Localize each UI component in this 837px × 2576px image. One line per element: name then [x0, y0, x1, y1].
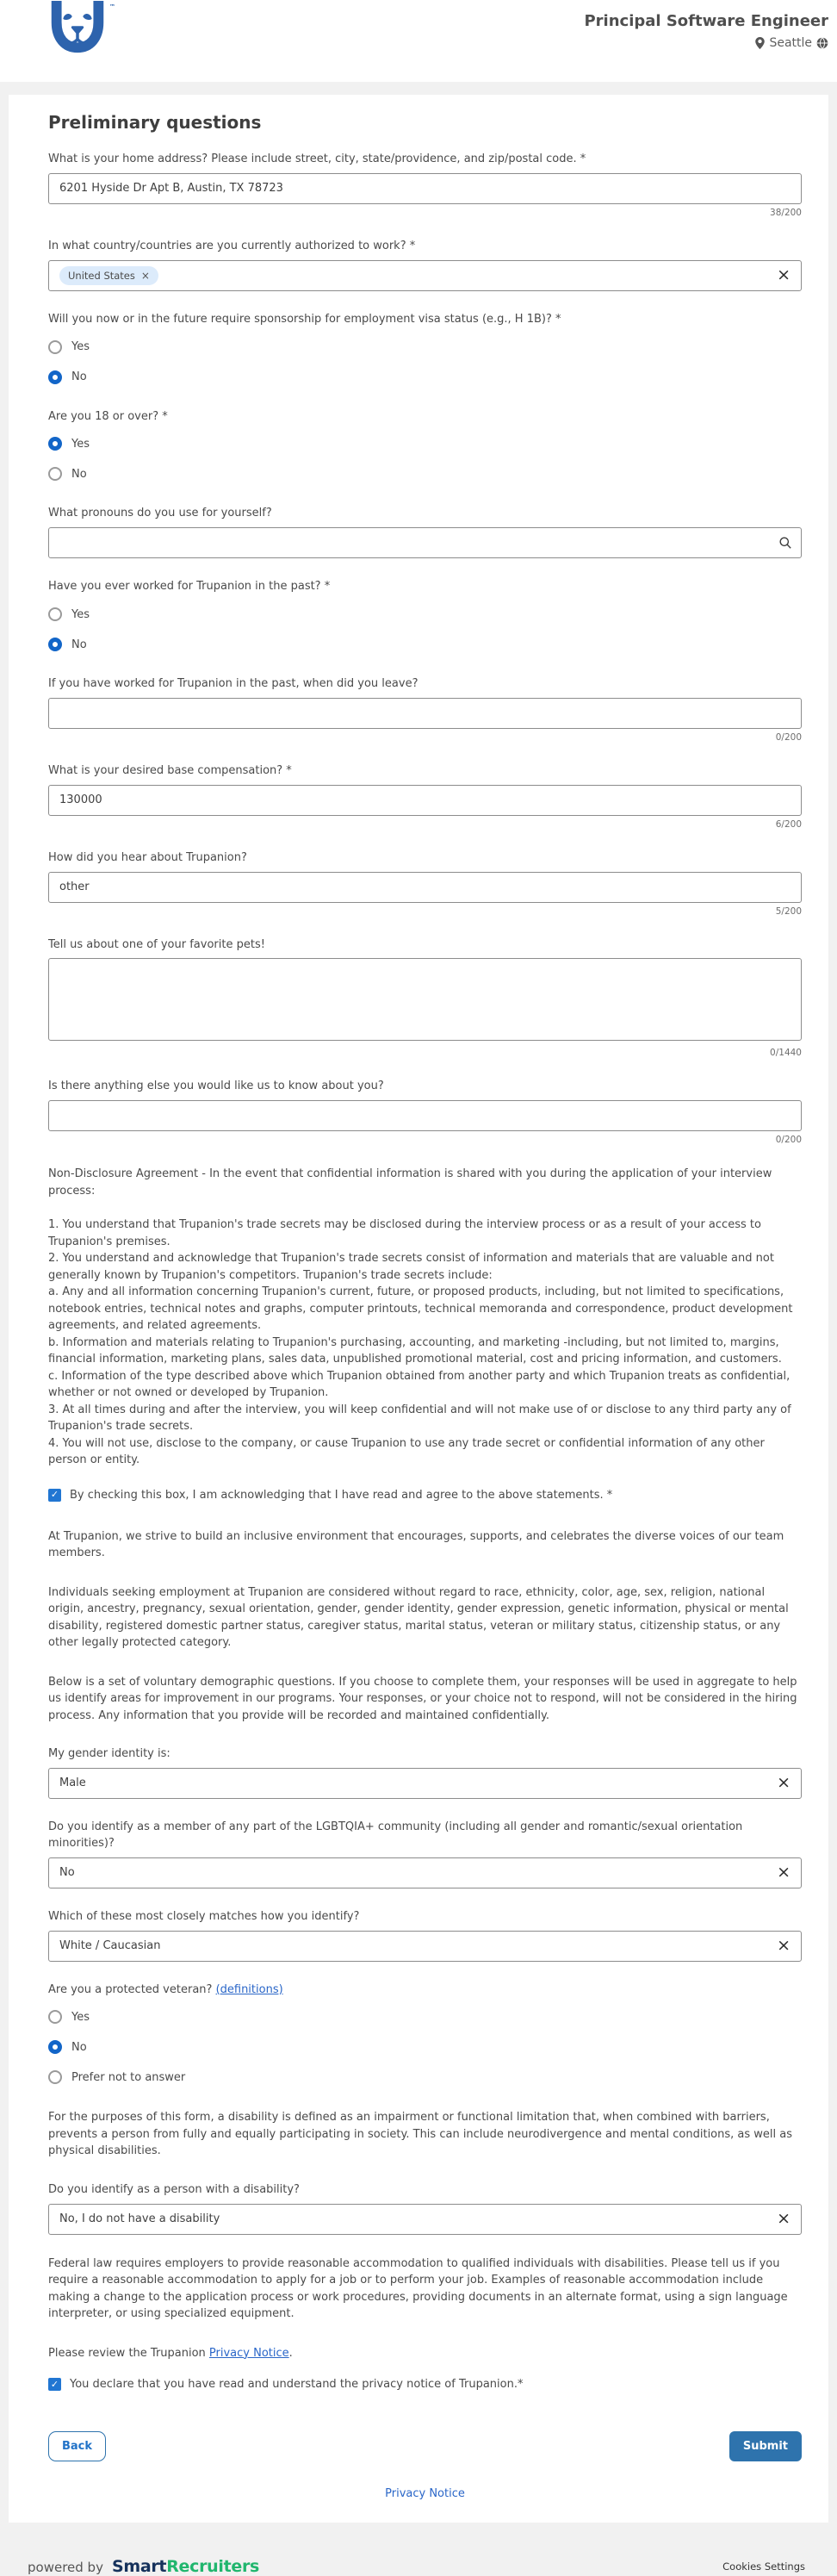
radio-label: Prefer not to answer — [71, 2070, 186, 2084]
nda-item: 2. You understand and acknowledge that Trupanion's trade secrets consist of information and materials that are valuable and not generally known by Trupanion's competitors. Trupanion's trade secrets include: — [48, 1252, 774, 1282]
char-counter: 0/1440 — [770, 1048, 802, 1059]
search-icon — [778, 536, 792, 550]
question-label: Is there anything else you would like us to know about you? — [48, 1080, 384, 1093]
submit-button[interactable]: Submit — [729, 2431, 802, 2461]
hear-about-input[interactable] — [48, 872, 802, 903]
selected-value: No, I do not have a disability — [59, 2212, 220, 2226]
privacy-notice-link[interactable]: Privacy Notice — [208, 2346, 289, 2360]
location-pin-icon — [755, 37, 765, 49]
char-counter: 5/200 — [775, 905, 802, 917]
chip-remove-icon[interactable]: × — [140, 269, 150, 282]
question-worked-before — [48, 579, 802, 656]
worked-before-yes-radio[interactable] — [48, 607, 62, 621]
radio-option-row — [48, 463, 802, 485]
powered-by-text: powered by — [28, 2560, 103, 2576]
age18-yes-radio[interactable] — [48, 437, 62, 451]
char-counter: 0/200 — [775, 1135, 802, 1146]
accommodation-paragraph: Federal law requires employers to provide reasonable accommodation to qualified individuals with disabilities. Please tell us if you require a reasonable accommodation to apply for a job or to perform your job. Examples of reasonable accommodation include making a change to the application process or work procedures, providing documents in an alternate format, using a sign language interpreter, or using specialized equipment. — [48, 2256, 788, 2321]
job-header — [584, 12, 828, 50]
char-counter: 38/200 — [770, 207, 802, 218]
question-label: Tell us about one of your favorite pets! — [48, 937, 265, 951]
globe-icon[interactable] — [816, 37, 828, 49]
pronouns-search-input[interactable] — [48, 527, 802, 558]
question-label — [48, 1982, 802, 1999]
selected-value: White / Caucasian — [59, 1939, 161, 1952]
powered-by-block — [28, 2557, 259, 2576]
sponsorship-yes-radio[interactable] — [48, 340, 62, 354]
question-label: What is your home address? Please include street, city, state/providence, and zip/postal code. * — [48, 152, 586, 165]
clear-field-icon[interactable]: × — [777, 2209, 790, 2229]
question-lgbtqia — [48, 1820, 802, 1888]
radio-label: No — [71, 638, 87, 651]
page-header — [0, 0, 837, 82]
question-country-authorized — [48, 239, 802, 291]
radio-option-row — [48, 336, 802, 358]
privacy-review-text: Please review the Trupanion — [48, 2346, 209, 2360]
veteran-no-radio[interactable] — [48, 2040, 62, 2054]
privacy-review-suffix: . — [288, 2346, 293, 2360]
country-chip-label: United States — [68, 269, 135, 282]
radio-option-row — [48, 2066, 802, 2088]
question-label: In what country/countries are you currently authorized to work? * — [48, 239, 416, 252]
gender-identity-select[interactable] — [48, 1768, 802, 1799]
nda-acknowledge-row — [48, 1488, 802, 1504]
job-location: Seattle — [769, 36, 812, 50]
application-form-card — [9, 95, 828, 2523]
question-label: What is your desired base compensation? * — [48, 763, 292, 777]
question-label: Do you identify as a person with a disability? — [48, 2182, 300, 2196]
char-counter: 6/200 — [775, 818, 802, 830]
question-label: If you have worked for Trupanion in the past, when did you leave? — [48, 677, 418, 691]
diversity-paragraph: Individuals seeking employment at Trupanion are considered without regard to race, ethnicity, color, age, sex, religion, national origin, ancestry, pregnancy, sexual orientation, gender, gender identity, gender expression, genetic information, physical or mental disability, registered domestic partner status, caregiver status, marital status, veteran or military status, citizenship status, or any other legally protected category. — [48, 1585, 789, 1650]
question-label: What pronouns do you use for yourself? — [48, 507, 272, 520]
page-footer — [0, 2523, 837, 2576]
favorite-pets-textarea[interactable] — [48, 958, 802, 1041]
question-disability — [48, 2182, 802, 2235]
definitions-link[interactable]: (definitions) — [215, 1982, 283, 1996]
nda-item: b. Information and materials relating to Trupanion's purchasing, accounting, and marketing -including, but not limited to, margins, financial information, marketing plans, sales data, unpublished promotional material, cost and pricing information, and customers. — [48, 1335, 782, 1366]
nda-item: a. Any and all information concerning Trupanion's current, future, or proposed products, including, but not limited to specifications, notebook entries, technical notes and graphs, computer printouts, technical memoranda and correspondence, product development agreements, and related agreements. — [48, 1285, 793, 1333]
nda-item: 1. You understand that Trupanion's trade secrets may be disclosed during the interview process or as a result of your access to Trupanion's premises. — [48, 1218, 761, 1248]
question-label: My gender identity is: — [48, 1747, 170, 1761]
radio-label: Yes — [71, 2010, 90, 2024]
clear-field-icon[interactable]: × — [777, 1863, 790, 1882]
trademark-symbol: ™ — [109, 3, 115, 10]
question-label: How did you hear about Trupanion? — [48, 850, 247, 864]
veteran-prefer-not-radio[interactable] — [48, 2070, 62, 2084]
radio-option-row — [48, 2006, 802, 2028]
anything-else-input[interactable] — [48, 1100, 802, 1131]
question-label: Do you identify as a member of any part of the LGBTQIA+ community (including all gender and romantic/sexual orientation minorities)? — [48, 1820, 743, 1850]
radio-option-row — [48, 432, 802, 455]
radio-label: Yes — [71, 607, 90, 621]
home-address-input[interactable] — [48, 173, 802, 204]
clear-field-icon[interactable]: × — [777, 1773, 790, 1793]
question-label: Have you ever worked for Trupanion in the past? * — [48, 580, 331, 594]
lgbtqia-select[interactable] — [48, 1857, 802, 1888]
radio-option-row — [48, 366, 802, 389]
question-anything-else — [48, 1079, 802, 1145]
radio-option-row — [48, 2036, 802, 2058]
question-veteran — [48, 1982, 802, 2089]
back-button[interactable]: Back — [48, 2431, 106, 2461]
form-actions — [48, 2431, 802, 2461]
radio-label: No — [71, 467, 87, 481]
question-sponsorship — [48, 312, 802, 389]
identify-match-select[interactable] — [48, 1931, 802, 1962]
disability-definition: For the purposes of this form, a disability is defined as an impairment or functional limitation that, when combined with barriers, prevents a person from fully and equally participating in society. This can include neurodivergence and mental conditions, as well as physical disabilities. — [48, 2111, 793, 2158]
page-title: Preliminary questions — [48, 112, 262, 133]
question-label: Will you now or in the future require sponsorship for employment visa status (e.g., H 1B)? * — [48, 312, 561, 326]
radio-option-row — [48, 603, 802, 625]
disability-select[interactable] — [48, 2204, 802, 2235]
question-label: Are you 18 or over? * — [48, 409, 168, 423]
nda-terms — [48, 1216, 802, 1469]
nda-acknowledge-checkbox[interactable]: ✓ — [48, 1489, 61, 1502]
footer-privacy-link-wrap — [48, 2487, 802, 2500]
privacy-declare-label: You declare that you have read and understand the privacy notice of Trupanion.* — [70, 2378, 524, 2392]
compensation-input[interactable] — [48, 785, 802, 816]
brand-smart: Smart — [111, 2557, 167, 2576]
radio-label: No — [71, 2040, 87, 2054]
job-location-row — [584, 36, 828, 50]
sponsorship-no-radio[interactable] — [48, 370, 62, 384]
brand-recruiters: Recruiters — [166, 2557, 260, 2576]
nda-acknowledge-label: By checking this box, I am acknowledging that I have read and agree to the above statements. * — [70, 1488, 613, 1502]
radio-label: Yes — [71, 340, 90, 354]
job-title: Principal Software Engineer — [584, 12, 828, 30]
privacy-notice-footer-link[interactable]: Privacy Notice — [385, 2487, 465, 2501]
clear-field-icon[interactable]: × — [777, 1936, 790, 1955]
question-label: Which of these most closely matches how you identify? — [48, 1909, 360, 1923]
selected-value: No — [59, 1866, 75, 1880]
veteran-label-text: Are you a protected veteran? — [48, 1982, 216, 1996]
country-multiselect-field[interactable] — [48, 260, 802, 291]
char-counter: 0/200 — [775, 731, 802, 743]
when-leave-input[interactable] — [48, 698, 802, 729]
diversity-paragraph: Below is a set of voluntary demographic questions. If you choose to complete them, your responses will be used in aggregate to help us identify areas for improvement in our programs. Your responses, or your choice not to respond, will not be considered in the hiring process. Any information that you provide will be recorded and maintained confidentially. — [48, 1675, 797, 1722]
question-age18 — [48, 409, 802, 486]
clear-field-icon[interactable]: × — [777, 265, 790, 285]
question-home-address — [48, 152, 802, 218]
age18-no-radio[interactable] — [48, 467, 62, 481]
question-pronouns — [48, 506, 802, 558]
smartrecruiters-logo[interactable] — [112, 2557, 259, 2576]
privacy-declare-checkbox[interactable]: ✓ — [48, 2378, 61, 2391]
trupanion-dog-logo-icon — [47, 1, 108, 56]
veteran-yes-radio[interactable] — [48, 2010, 62, 2024]
question-hear-about — [48, 850, 802, 917]
nda-item: c. Information of the type described above which Trupanion obtained from another party and which Trupanion treats as confidential, whether or not owned or developed by Trupanion. — [48, 1369, 790, 1400]
selected-value: Male — [59, 1776, 86, 1790]
radio-label: Yes — [71, 437, 90, 451]
radio-label: No — [71, 370, 87, 384]
worked-before-no-radio[interactable] — [48, 638, 62, 651]
cookies-settings-button[interactable]: Cookies Settings — [722, 2560, 805, 2573]
question-compensation — [48, 763, 802, 830]
question-identify-match — [48, 1909, 802, 1962]
nda-item: 3. At all times during and after the interview, you will keep confidential and will not make use of or disclose to any third party any of Trupanion's trade secrets. — [48, 1403, 791, 1434]
nda-item: 4. You will not use, disclose to the company, or cause Trupanion to use any trade secret or confidential information of any other person or entity. — [48, 1436, 765, 1467]
pronouns-search-wrap — [48, 527, 802, 558]
question-when-leave — [48, 676, 802, 743]
diversity-paragraph: At Trupanion, we strive to build an inclusive environment that encourages, supports, and celebrates the diverse voices of our team members. — [48, 1529, 784, 1560]
privacy-declare-row — [48, 2377, 802, 2393]
question-favorite-pets — [48, 937, 802, 1059]
country-chip — [59, 266, 158, 285]
company-logo[interactable] — [47, 1, 115, 56]
question-gender-identity — [48, 1746, 802, 1799]
nda-intro: Non-Disclosure Agreement - In the event that confidential information is shared with you during the application of your interview process: — [48, 1167, 772, 1198]
radio-option-row — [48, 633, 802, 656]
privacy-review-line — [48, 2345, 802, 2362]
